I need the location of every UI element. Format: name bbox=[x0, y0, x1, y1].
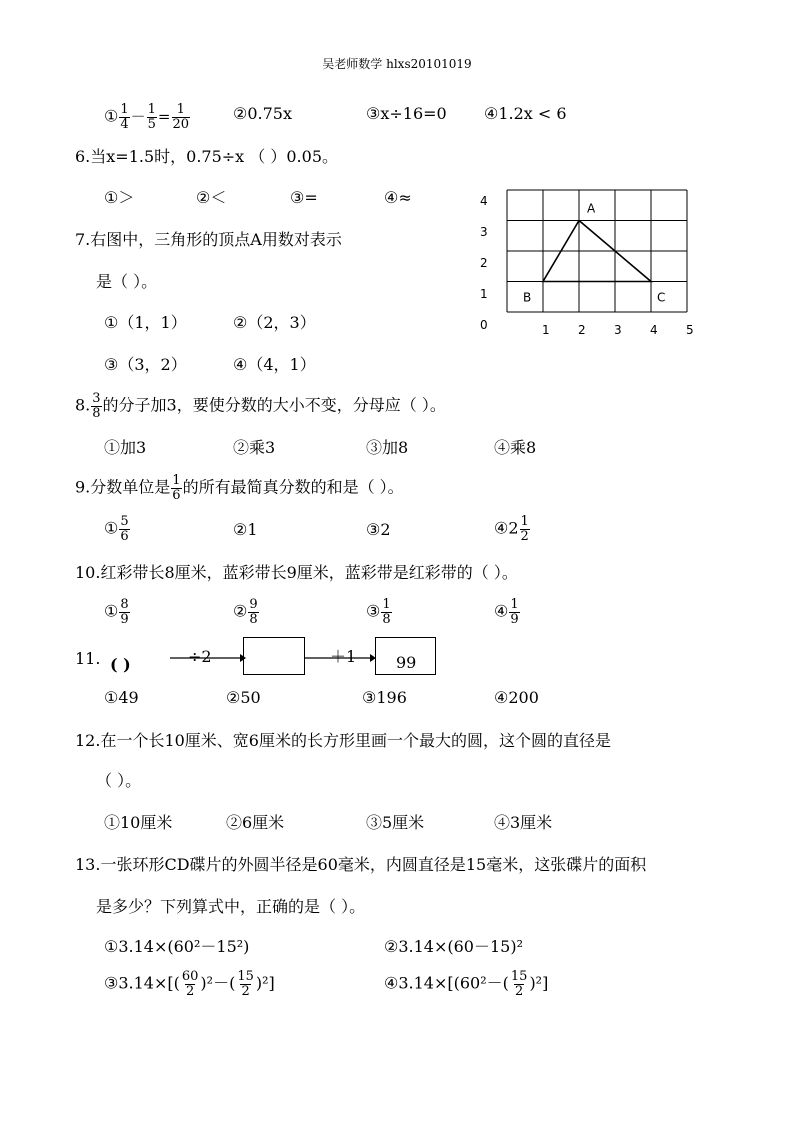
q6-option-1: ①＞ bbox=[104, 188, 135, 207]
q12-stem-2: （ ）。 bbox=[96, 771, 142, 790]
x-tick-label: 4 bbox=[650, 323, 658, 337]
q10-option-2: ② $\frac{9}{8}$ bbox=[233, 597, 258, 627]
q11-option-4: ④200 bbox=[494, 688, 539, 707]
q8-option-3: ③加8 bbox=[366, 438, 409, 457]
q9-option-3: ③2 bbox=[366, 520, 391, 539]
y-tick-label: 2 bbox=[480, 256, 488, 270]
q5-option-4: ④1.2x < 6 bbox=[484, 104, 567, 123]
y-tick-label: 1 bbox=[480, 287, 488, 301]
x-tick-label: 5 bbox=[686, 323, 694, 337]
q7-option-3: ③（3，2） bbox=[104, 355, 187, 374]
q7-option-4: ④（4，1） bbox=[233, 355, 316, 374]
q11-op-plus: ＋1 bbox=[330, 647, 357, 666]
fraction: $\frac{1}{4}$ bbox=[120, 102, 129, 132]
q13-stem-2: 是多少？下列算式中，正确的是（ ）。 bbox=[96, 897, 366, 916]
page-header: 吴老师数学 hlxs20101019 bbox=[322, 57, 472, 71]
point-label-a: A bbox=[587, 201, 596, 216]
x-tick-label: 3 bbox=[614, 323, 622, 337]
fraction: $\frac{3}{8}$ bbox=[92, 391, 101, 421]
y-tick-label: 4 bbox=[480, 194, 488, 208]
point-label-b: B bbox=[523, 290, 532, 305]
q7-stem-2: 是（ ）。 bbox=[96, 272, 158, 291]
q5-option-2: ②0.75x bbox=[233, 104, 292, 123]
q9-option-2: ②1 bbox=[233, 520, 258, 539]
q11-empty-box bbox=[243, 637, 305, 675]
q5-option-3: ③x÷16=0 bbox=[366, 104, 447, 123]
q11-result: 99 bbox=[396, 653, 417, 672]
q13-option-1: ①3.14×(60²－15²) bbox=[104, 937, 250, 956]
q13-option-2: ②3.14×(60－15)² bbox=[384, 937, 523, 956]
y-tick-label: 3 bbox=[480, 225, 488, 239]
fraction: $\frac{60}{2}$ bbox=[181, 969, 199, 999]
fraction: $\frac{1}{5}$ bbox=[147, 102, 156, 132]
y-tick-label: 0 bbox=[480, 318, 488, 332]
q8-option-4: ④乘8 bbox=[494, 438, 537, 457]
fraction: $\frac{1}{9}$ bbox=[510, 597, 519, 627]
q10-option-4: ④ $\frac{1}{9}$ bbox=[494, 597, 519, 627]
q9-stem: 9.分数单位是 $\frac{1}{6}$ 的所有最简真分数的和是（ ）。 bbox=[75, 473, 404, 503]
point-label-c: C bbox=[657, 290, 666, 305]
q13-option-3: ③3.14×[( $\frac{60}{2}$ )²－( $\frac{15}{2}$ )²] bbox=[104, 969, 275, 999]
q8-option-2: ②乘3 bbox=[233, 438, 276, 457]
fraction: $\frac{15}{2}$ bbox=[237, 969, 254, 999]
q10-stem: 10.红彩带长8厘米，蓝彩带长9厘米，蓝彩带是红彩带的（ ）。 bbox=[75, 563, 518, 582]
q11-option-1: ①49 bbox=[104, 688, 139, 707]
fraction: $\frac{1}{6}$ bbox=[172, 473, 181, 503]
q9-option-1: ① $\frac{5}{6}$ bbox=[104, 514, 129, 544]
coordinate-grid bbox=[470, 180, 700, 340]
q10-option-1: ① $\frac{8}{9}$ bbox=[104, 597, 129, 627]
q13-option-4: ④3.14×[(60²－( $\frac{15}{2}$ )²] bbox=[384, 969, 549, 999]
q6-stem: 6.当x=1.5时，0.75÷x （ ）0.05。 bbox=[75, 147, 338, 166]
q11-label: 11. bbox=[75, 649, 101, 668]
q11-blank: ( ) bbox=[110, 655, 131, 674]
q8-stem: 8. $\frac{3}{8}$ 的分子加3，要使分数的大小不变，分母应（ ）。 bbox=[75, 391, 446, 421]
q12-option-4: ④3厘米 bbox=[494, 813, 553, 832]
q10-option-3: ③ $\frac{1}{8}$ bbox=[366, 597, 391, 627]
fraction: $\frac{9}{8}$ bbox=[249, 597, 258, 627]
fraction: $\frac{1}{2}$ bbox=[520, 514, 529, 544]
fraction: $\frac{5}{6}$ bbox=[120, 514, 129, 544]
q12-option-3: ③5厘米 bbox=[366, 813, 425, 832]
x-tick-label: 1 bbox=[542, 323, 550, 337]
q7-option-1: ①（1，1） bbox=[104, 313, 187, 332]
q12-stem: 12.在一个长10厘米、宽6厘米的长方形里画一个最大的圆，这个圆的直径是 bbox=[75, 731, 611, 750]
q12-option-2: ②6厘米 bbox=[226, 813, 285, 832]
q8-option-1: ①加3 bbox=[104, 438, 147, 457]
fraction: $\frac{1}{8}$ bbox=[382, 597, 391, 627]
q6-option-3: ③= bbox=[290, 188, 318, 207]
q6-option-4: ④≈ bbox=[384, 188, 412, 207]
q12-option-1: ①10厘米 bbox=[104, 813, 173, 832]
q5-option-1: ① $\frac{1}{4}$ － $\frac{1}{5}$ = $\frac{1}{20}$ bbox=[104, 102, 190, 132]
q6-option-2: ②＜ bbox=[196, 188, 227, 207]
q7-option-2: ②（2，3） bbox=[233, 313, 316, 332]
q11-option-2: ②50 bbox=[226, 688, 261, 707]
q11-op-divide: ÷2 bbox=[188, 647, 212, 666]
x-tick-label: 2 bbox=[578, 323, 586, 337]
q11-option-3: ③196 bbox=[362, 688, 407, 707]
q7-stem: 7.右图中，三角形的顶点A用数对表示 bbox=[75, 230, 342, 249]
q9-option-4: ④2 $\frac{1}{2}$ bbox=[494, 514, 529, 544]
fraction: $\frac{1}{20}$ bbox=[172, 102, 190, 132]
fraction: $\frac{8}{9}$ bbox=[120, 597, 129, 627]
fraction: $\frac{15}{2}$ bbox=[510, 969, 528, 999]
q13-stem: 13.一张环形CD碟片的外圆半径是60毫米，内圆直径是15毫米，这张碟片的面积 bbox=[75, 855, 647, 874]
